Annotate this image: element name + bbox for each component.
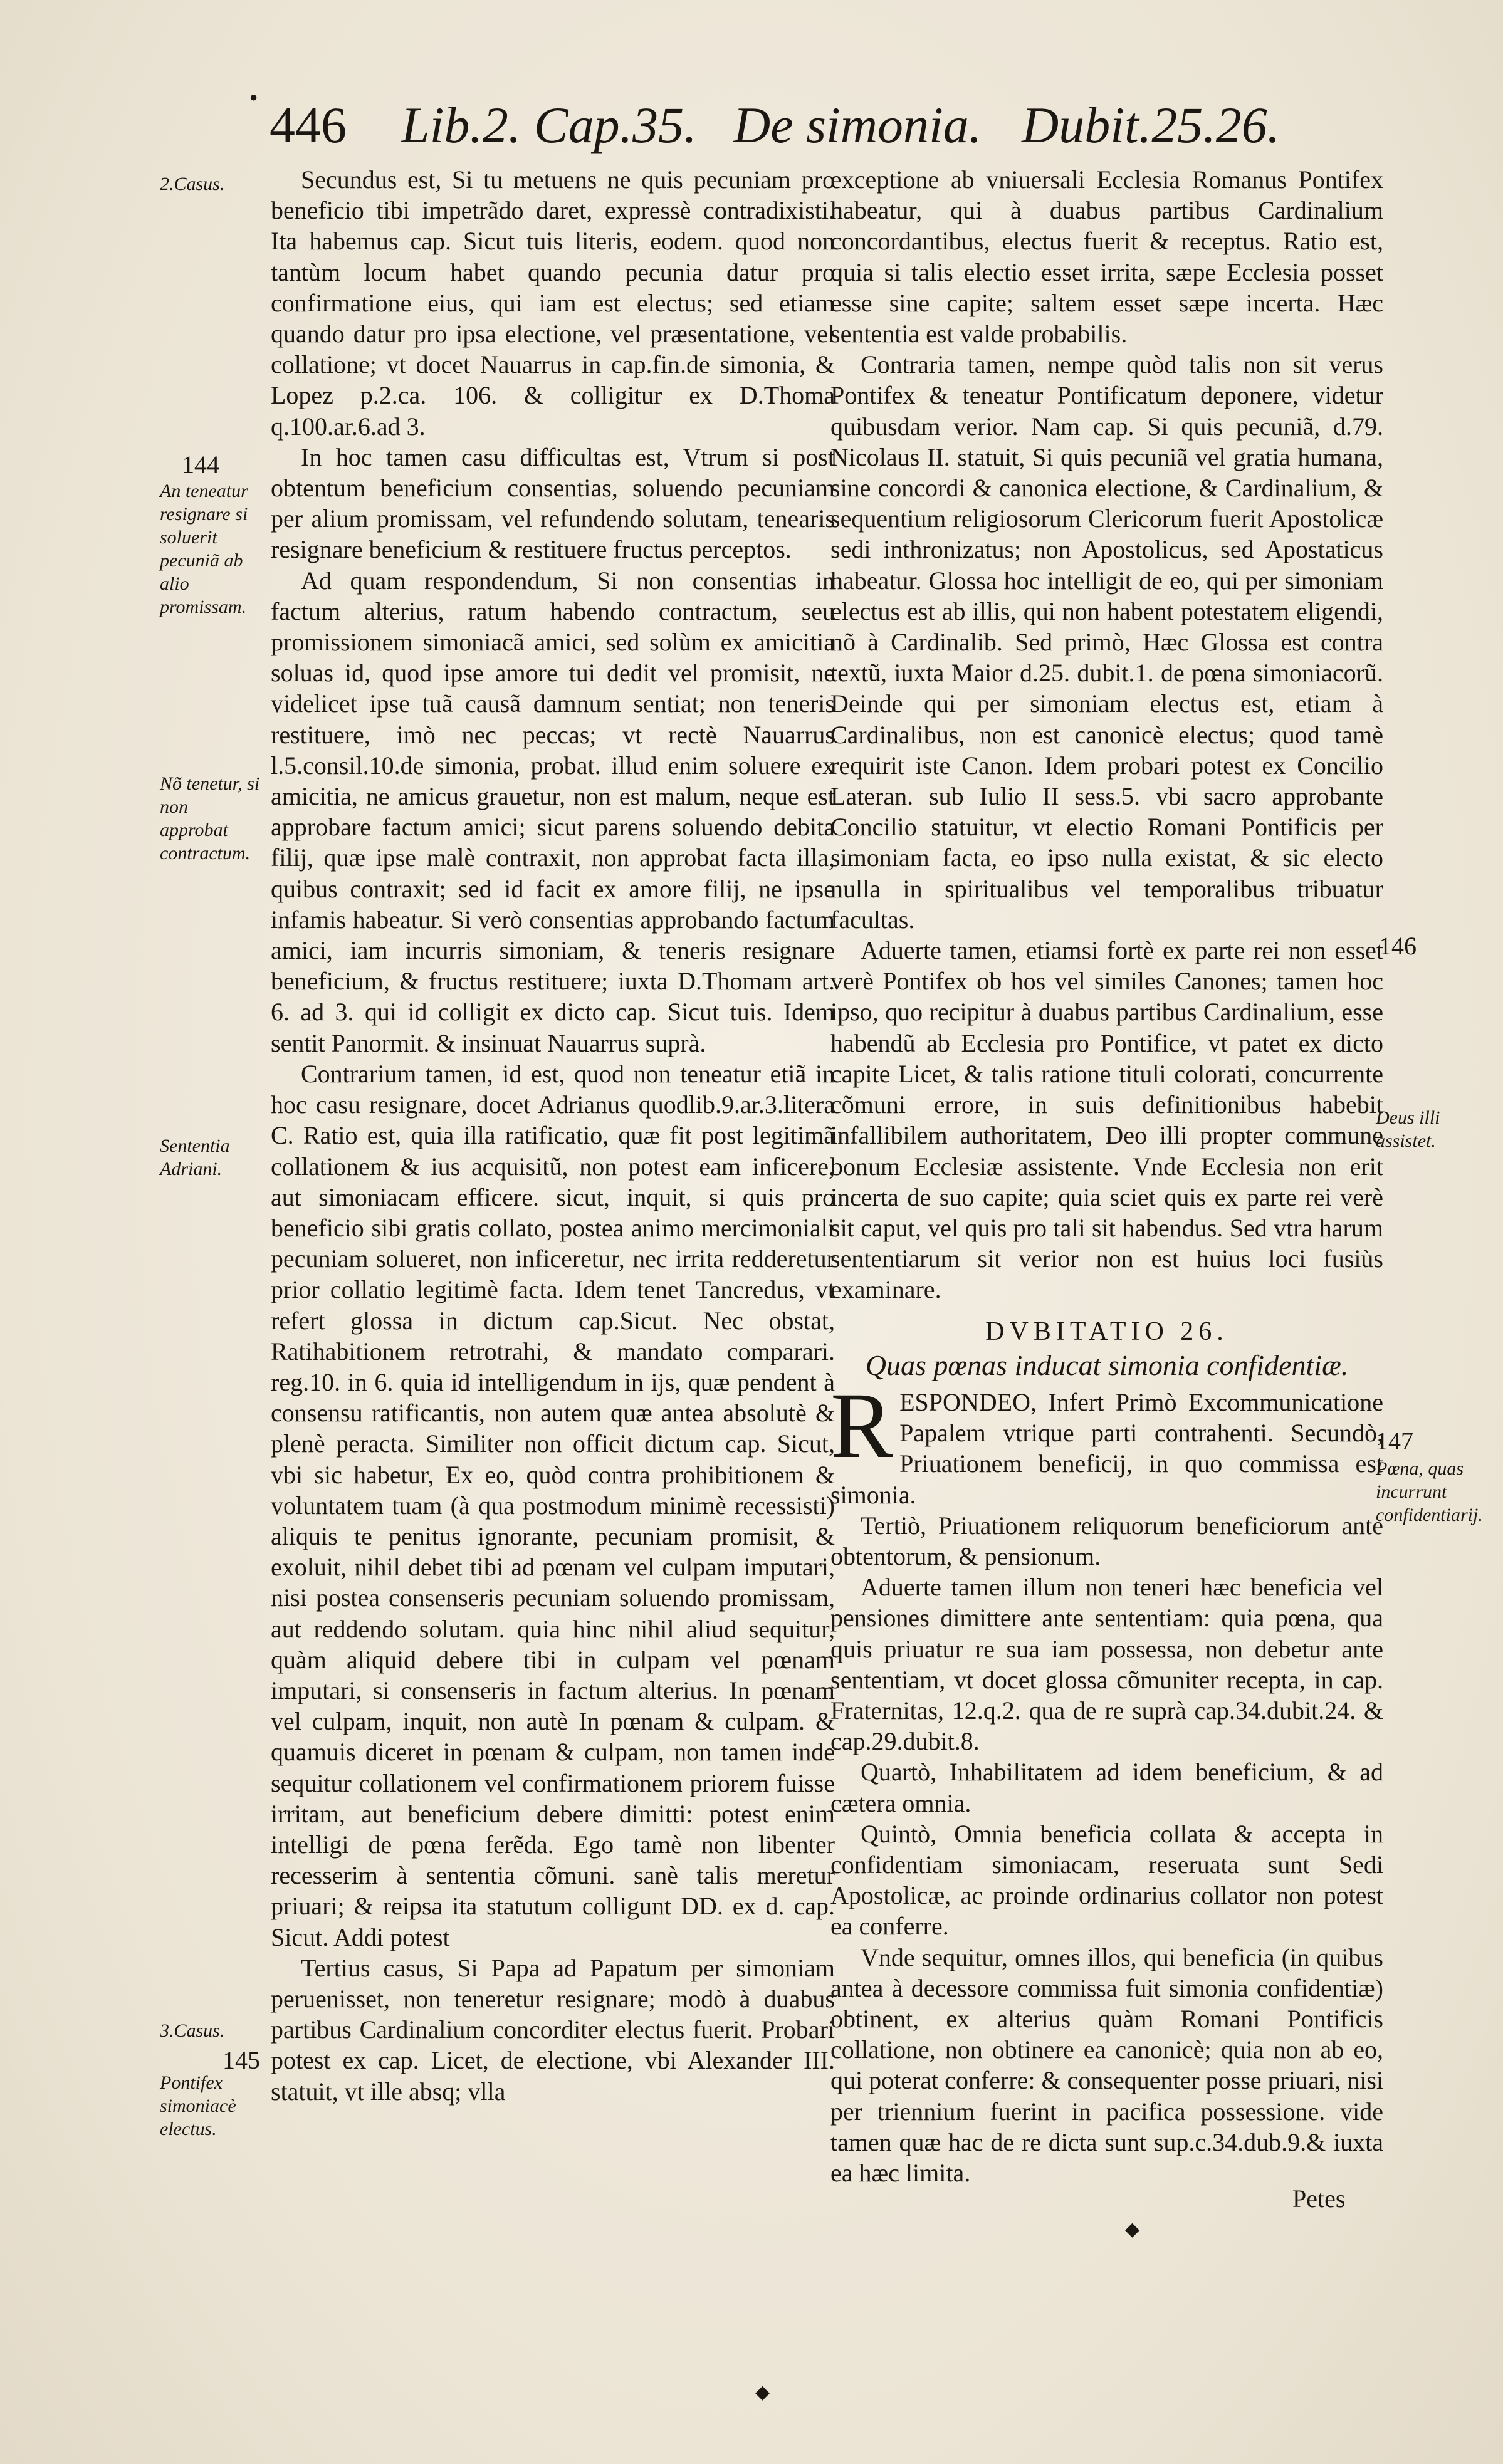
ornament-mark: ◆ (755, 2382, 770, 2403)
paragraph: exceptione ab vniuersali Ecclesia Romanus Pontifex habeatur, qui à duabus partibus Cardinalium concordantibus, electus fuerit & receptus. Ratio est, quia si talis electio esset irrita, sæpe Ecclesia posset esse sine capite; saltem esset sæpe incerta. Hæc sententia est valde probabilis. (830, 165, 1383, 348)
dubitatio-subtitle: Quas pœnas inducat simonia confidentiæ. (865, 1349, 1349, 1381)
paragraph: Aduerte tamen, etiamsi fortè ex parte rei non esset verè Pontifex ob hos vel similes Canones; tamen hoc ipso, quo recipitur à duabus partibus Cardinalium, esse habendũ ab Ecclesia pro Pontifice, vt patet ex dicto capite Licet, & talis ratione tituli colorati, concurrente cõmuni errore, in suis definitionibus habebit infallibilem authoritatem, Deo illi propter commune bonum Ecclesiæ assistente. Vnde Ecclesia non erit incerta de suo capite; quia sciet quis ex parte rei verè sit caput, vel quis pro tali sit habendus. Sed vtra harum sententiarum sit verior non est huius loci fusiùs examinare. (830, 936, 1383, 1304)
margin-note-pontifex: Pontifex simoniacè electus. (160, 2072, 236, 2139)
margin-number-146: 146 (1379, 932, 1417, 960)
margin-note-sententia-adriani: Sententia Adriani. (160, 1135, 230, 1179)
drop-cap: R (830, 1373, 894, 1478)
catchword: Petes (1292, 2185, 1346, 2213)
margin-note-deus-assistet: Deus illi assistet. (1376, 1107, 1440, 1151)
dubitatio-first-paragraph (830, 1373, 1383, 1510)
book-chapter-title: Lib.2. Cap.35. (401, 97, 697, 154)
margin-note-resignare: An teneatur resignare si soluerit pecuniã ab alio promissam. (160, 481, 248, 617)
paragraph: Tertiò, Priuationem reliquorum beneficiorum ante obtentorum, & pensionum. (830, 1511, 1383, 1570)
margin-note-poena-confidentiarij: Pœna, quas incurrunt confidentiarij. (1376, 1458, 1483, 1525)
paragraph: Quartò, Inhabilitatem ad idem beneficium, & ad cætera omnia. (830, 1758, 1383, 1817)
margin-number-145: 145 (223, 2046, 260, 2074)
dubitatio-heading: DVBITATIO 26. (985, 1317, 1228, 1346)
paragraph: Aduerte tamen illum non teneri hæc beneficia vel pensiones dimittere ante sententiam: quia pœna, qua quis priuatur re sua iam possessa, non debetur ante sententiam, vt docet glossa cõmuniter recepta, in cap. Fraternitas, 12.q.2. qua de re suprà cap.34.dubit.24. & cap.29.dubit.8. (830, 1573, 1383, 1756)
dubitatio-first-text: ESPONDEO, Infert Primò Excommunicatione Papalem vtrique parti contrahenti. Secundò, Priuationem beneficij, in quo commissa est simonia. (830, 1387, 1383, 1509)
paragraph: Secundus est, Si tu metuens ne quis pecuniam pro beneficio tibi impetrãdo daret, expressè contradixisti. Ita habemus cap. Sicut tuis literis, eodem. quod non tantùm locum habet quando pecunia datur pro confirmatione eius, qui iam est electus; sed etiam quando datur pro ipsa electione, vel præsentatione, vel collatione; vt docet Nauarrus in cap.fin.de simonia, & Lopez p.2.ca. 106. & colligitur ex D.Thoma q.100.ar.6.ad 3. (271, 165, 835, 441)
right-column (830, 164, 1383, 2188)
paragraph: Quintò, Omnia beneficia collata & accepta in confidentiam simoniacam, reseruata sunt Sedi Apostolicæ, ac proinde ordinarius collator non potest ea conferre. (830, 1819, 1383, 1941)
page-number: 446 (270, 97, 347, 154)
dubitationes-title: Dubit.25.26. (1022, 97, 1280, 154)
paragraph: Contraria tamen, nempe quòd talis non sit verus Pontifex & teneatur Pontificatum deponere, videtur quibusdam verior. Nam cap. Si quis pecuniã, d.79. Nicolaus II. statuit, Si quis pecuniã vel gratia humana, sine concordi & canonica electione, & Cardinalium, & sequentium religiosorum Clericorum fuerit Apostolicæ sedi inthronizatus; non Apostolicus, sed Apostaticus habeatur. Glossa hoc intelligit de eo, qui per simoniam electus est ab illis, qui non habent potestatem eligendi, nõ à Cardinalib. Sed primò, Hæc Glossa est contra textũ, iuxta Maior d.25. dubit.1. de pœna simoniacorũ. Deinde qui per simoniam electus est, etiam à Cardinalibus, non est canonicè electus; quod tamè requirit iste Canon. Idem probari potest ex Concilio Lateran. sub Iulio II sess.5. vbi sacro approbante Concilio statuitur, vt electio Romani Pontificis per simoniam facta, eo ipso nulla existat, & sic electo nulla in spiritualibus vel temporalibus tribuatur facultas. (830, 350, 1383, 934)
margin-note-casus-2: 2.Casus. (160, 174, 225, 194)
ornament-mark: ◆ (1125, 2219, 1140, 2240)
subject-title: De simonia. (733, 97, 982, 154)
paragraph: In hoc tamen casu difficultas est, Vtrum si post obtentum beneficium consentias, soluendo pecuniam per alium promissam, vel refundendo solutam, tenearis resignare beneficium & restituere fructus perceptos. (271, 442, 835, 564)
paragraph: Vnde sequitur, omnes illos, qui beneficia (in quibus antea à decessore commissa fuit simonia confidentiæ) obtinent, ex alterius quàm Romani Pontificis collatione, non obtinere ea canonicè; quia non ab eo, qui poterat conferre: & consequenter posse priuari, nisi per triennium fuerint in pacifica possessione. vide tamen quæ hac de re dicta sunt sup.c.34.dub.9.& iuxta ea hæc limita. (830, 1943, 1383, 2187)
margin-note-non-tenetur: Nõ tenetur, si non approbat contractum. (160, 773, 260, 864)
paragraph: Tertius casus, Si Papa ad Papatum per simoniam peruenisset, non teneretur resignare; modò à duabus partibus Cardinalium concorditer electus fuerit. Probari potest ex cap. Licet, de electione, vbi Alexander III. statuit, vt ille absq; vlla (271, 1953, 835, 2106)
left-column (271, 164, 835, 2107)
margin-number-144: 144 (182, 451, 219, 479)
running-header (270, 88, 1285, 163)
margin-number-147: 147 (1376, 1427, 1413, 1455)
margin-note-casus-3: 3.Casus. (160, 2020, 225, 2041)
ornament-mark: ● (249, 89, 258, 105)
paragraph: Ad quam respondendum, Si non consentias in factum alterius, ratum habendo contractum, seu promissionem simoniacã amici, sed solùm ex amicitia soluas id, quod ipse amore tui dedit vel promisit, ne videlicet ipse tuã causã damnum sentiat; non teneris restituere, imò nec peccas; vt rectè Nauarrus l.5.consil.10.de simonia, probat. illud enim soluere ex amicitia, ne amicus grauetur, non est malum, neque est approbare factum amici; sicut parens soluendo debita filij, quæ ipse malè contraxit, non approbat facta illa, quibus contraxit; sed id facit ex amore filij, ne ipse infamis habeatur. Si verò consentias approbando factum amici, iam incurris simoniam, & teneris resignare beneficium, & fructus restituere; iuxta D.Thomam art. 6. ad 3. qui id colligit ex dicto cap. Sicut tuis. Idem sentit Panormit. & insinuat Nauarrus suprà. (271, 566, 835, 1057)
paragraph: Contrarium tamen, id est, quod non teneatur etiã in hoc casu resignare, docet Adrianus quodlib.9.ar.3.litera C. Ratio est, quia illa ratificatio, quæ fit post legitimã collationem & ius acquisitũ, non potest eam inficere, aut simoniacam efficere. sicut, inquit, si quis pro beneficio sibi gratis collato, postea animo mercimoniali pecuniam solueret, non inficeretur, nec irrita redderetur prior collatio legitimè facta. Idem tenet Tancredus, vt refert glossa in dictum cap.Sicut. Nec obstat, Ratihabitionem retrotrahi, & mandato comparari. reg.10. in 6. quia id intelligendum in ijs, quæ pendent à consensu ratificantis, non autem quæ antea absolutè & plenè peracta. Similiter non officit dictum cap. Sicut, vbi sic habetur, Ex eo, quòd contra prohibitionem & voluntatem tuam (à qua postmodum minimè recessisti) aliquis te penitus ignorante, pecuniam promisit, & exoluit, nihil debet tibi ad pœnam vel culpam imputari, nisi postea consenseris pecuniam soluendo promissam, aut reddendo solutam. quia hinc nihil aliud sequitur, quàm aliquid debere tibi in culpam vel pœnam imputari, si consenseris in factum alterius. In pœnam vel culpam, inquit, non autè In pœnam & culpam. & quamuis diceret in pœnam & culpam, non tamen inde sequitur collationem vel confirmationem priorem fuisse irritam, aut beneficium debere dimitti: potest enim intelligi de pœna ferẽda. Ego tamè non libenter recesserim à sententia cõmuni. sanè talis meretur priuari; & reipsa ita statutum colligunt DD. ex d. cap. Sicut. Addi potest (271, 1059, 835, 1951)
